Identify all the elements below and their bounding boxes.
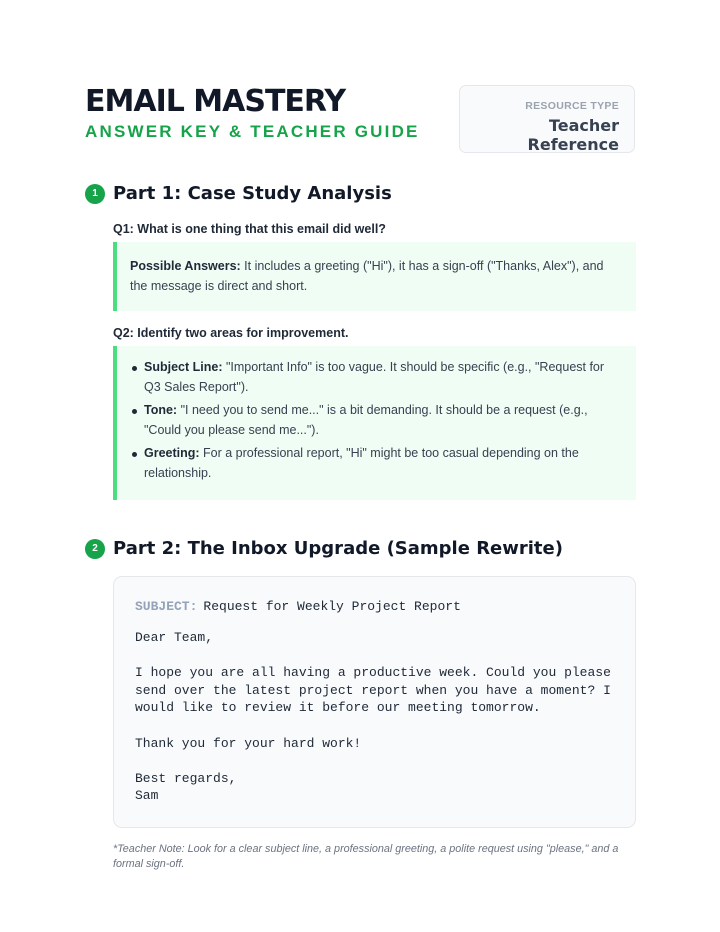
resource-type-box [459, 85, 635, 153]
list-item-text: "Important Info" is too vague. It should be specific (e.g., "Request for Q3 Sales Report"). [144, 360, 605, 394]
email-signature: Sam [135, 788, 159, 804]
resource-type-value: Teacher Reference [527, 116, 619, 154]
answer-body: It includes a greeting ("Hi"), it has a sign-off ("Thanks, Alex"), and the message is direct and short. [130, 259, 604, 293]
section-title: Part 2: The Inbox Upgrade (Sample Rewrite) [113, 538, 563, 559]
list-item [130, 401, 612, 440]
answer-box-q2 [113, 346, 636, 500]
list-item-text: For a professional report, "Hi" might be too casual depending on the relationship. [144, 446, 579, 480]
list-item-label: Tone: [144, 403, 178, 417]
resource-type-label: RESOURCE TYPE [525, 100, 619, 112]
section-title: Part 1: Case Study Analysis [113, 183, 392, 204]
page-subtitle: ANSWER KEY & TEACHER GUIDE [85, 122, 420, 141]
answer-box-q1 [113, 242, 636, 311]
section-part-1-heading [85, 183, 392, 204]
section-number-badge: 1 [85, 184, 105, 204]
teacher-note: *Teacher Note: Look for a clear subject line, a professional greeting, a polite request using "please," and a formal sign-off. [113, 843, 619, 870]
email-closing: Best regards, [135, 770, 237, 786]
list-item-label: Greeting: [144, 446, 200, 460]
email-subject-row [135, 598, 614, 616]
question-2: Q2: Identify two areas for improvement. [113, 326, 349, 340]
email-greeting: Dear Team, [135, 630, 214, 645]
email-spacer [135, 647, 614, 665]
answer-text-q1 [117, 242, 636, 310]
question-1: Q1: What is one thing that this email did well? [113, 222, 386, 236]
list-item [130, 358, 612, 397]
list-item [130, 444, 612, 483]
email-subject: Request for Weekly Project Report [203, 599, 461, 614]
email-spacer [135, 752, 614, 770]
email-spacer [135, 717, 614, 735]
email-body: I hope you are all having a productive week. Could you please send over the latest project report when you have a moment? I would like to review it before our meeting tomorrow. [135, 665, 611, 716]
email-thanks: Thank you for your hard work! [135, 735, 362, 751]
section-number-badge: 2 [85, 539, 105, 559]
improvement-list [117, 346, 636, 495]
list-item-text: "I need you to send me..." is a bit demanding. It should be a request (e.g., "Could you please send me..."). [144, 403, 588, 437]
answer-label: Possible Answers: [130, 259, 241, 273]
page-title: EMAIL MASTERY [85, 84, 346, 119]
sample-email-box [113, 576, 636, 828]
email-subject-label: SUBJECT: [135, 599, 198, 614]
section-part-2-heading [85, 538, 563, 559]
list-item-label: Subject Line: [144, 360, 223, 374]
